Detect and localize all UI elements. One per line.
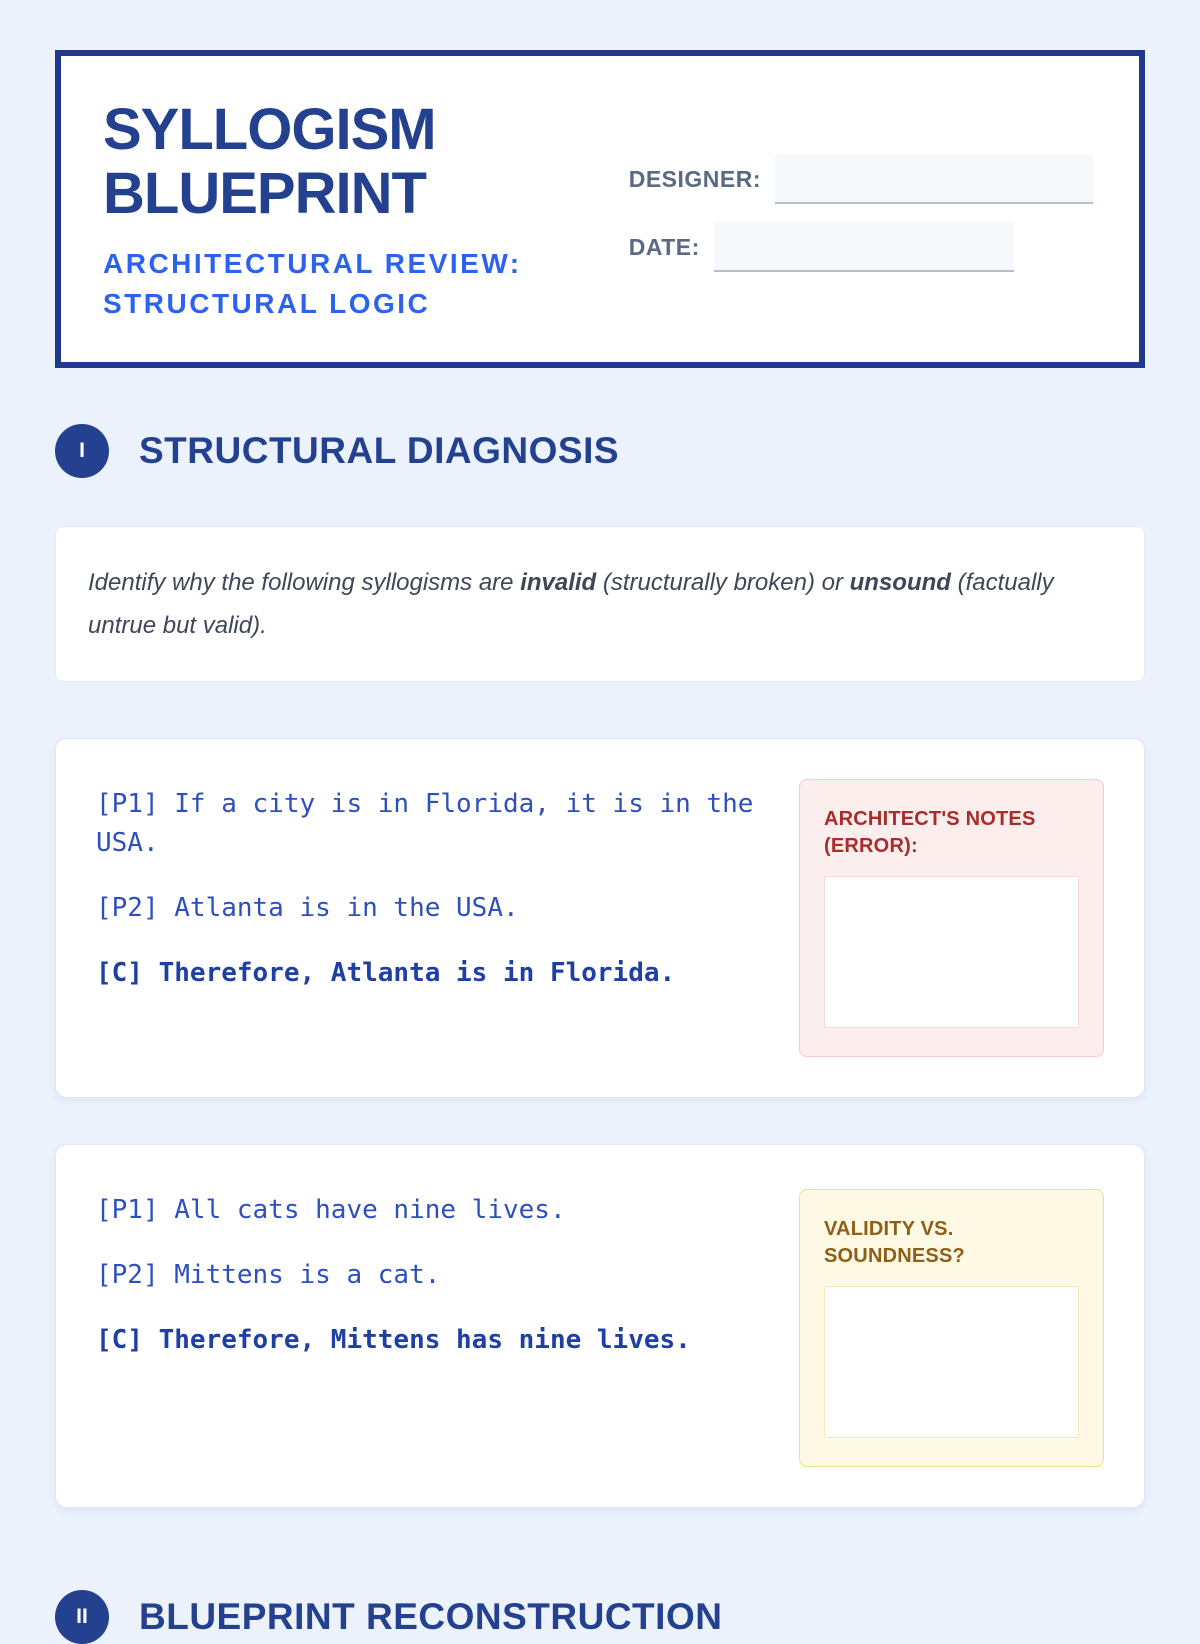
designer-field-row — [629, 154, 1093, 204]
syllogism-1-premise-2: [P2] Atlanta is in the USA. — [96, 893, 519, 924]
page-title — [103, 98, 522, 226]
page-subtitle-line2: STRUCTURAL LOGIC — [103, 288, 431, 319]
instructions-part1: Identify why the following syllogisms are — [88, 569, 521, 596]
syllogism-2-conclusion: [C] Therefore, Mittens has nine lives. — [96, 1325, 691, 1356]
instructions-bold-unsound: unsound — [849, 569, 951, 596]
validity-soundness-label: VALIDITY VS. SOUNDNESS? — [824, 1218, 965, 1268]
section-2-heading — [55, 1590, 1145, 1644]
section-2-title: BLUEPRINT RECONSTRUCTION — [139, 1596, 723, 1638]
worksheet — [55, 0, 1145, 1644]
syllogism-1 — [96, 779, 767, 1057]
syllogism-1-conclusion: [C] Therefore, Atlanta is in Florida. — [96, 958, 676, 989]
problem-card-2 — [55, 1144, 1145, 1508]
instructions-bold-invalid: invalid — [520, 569, 597, 596]
page-subtitle — [103, 244, 522, 324]
architects-notes-panel — [799, 779, 1104, 1057]
page-subtitle-line1: ARCHITECTURAL REVIEW: — [103, 248, 522, 279]
designer-input[interactable] — [775, 154, 1093, 204]
date-field-row — [629, 222, 1093, 272]
validity-soundness-panel — [799, 1189, 1104, 1467]
instructions-part3: (factually untrue but valid). — [88, 569, 1054, 640]
section-2-numeral-badge: II — [55, 1590, 109, 1644]
validity-soundness-input[interactable] — [824, 1286, 1079, 1438]
date-label: DATE: — [628, 233, 700, 260]
section-1-numeral-badge: I — [55, 424, 109, 478]
syllogism-2-premise-2: [P2] Mittens is a cat. — [96, 1260, 441, 1291]
architects-notes-input[interactable] — [824, 876, 1079, 1028]
section-1-title: STRUCTURAL DIAGNOSIS — [139, 430, 620, 471]
header-fields — [629, 154, 1093, 324]
page-title-line1: SYLLOGISM — [103, 97, 436, 162]
syllogism-1-premise-1: [P1] If a city is in Florida, it is in the USA. — [96, 789, 754, 859]
syllogism-2-premise-1: [P1] All cats have nine lives. — [96, 1195, 566, 1226]
header-title-block — [103, 98, 522, 324]
instructions-box — [55, 526, 1145, 682]
page-title-line2: BLUEPRINT — [103, 161, 426, 226]
problem-card-1 — [55, 738, 1145, 1098]
header — [55, 50, 1145, 368]
syllogism-2 — [96, 1185, 767, 1467]
instructions-part2: (structurally broken) or — [596, 569, 850, 596]
architects-notes-label: ARCHITECT'S NOTES (ERROR): — [824, 808, 1036, 858]
section-1-heading — [55, 424, 1145, 478]
date-input[interactable] — [714, 222, 1014, 272]
designer-label: DESIGNER: — [628, 165, 761, 192]
